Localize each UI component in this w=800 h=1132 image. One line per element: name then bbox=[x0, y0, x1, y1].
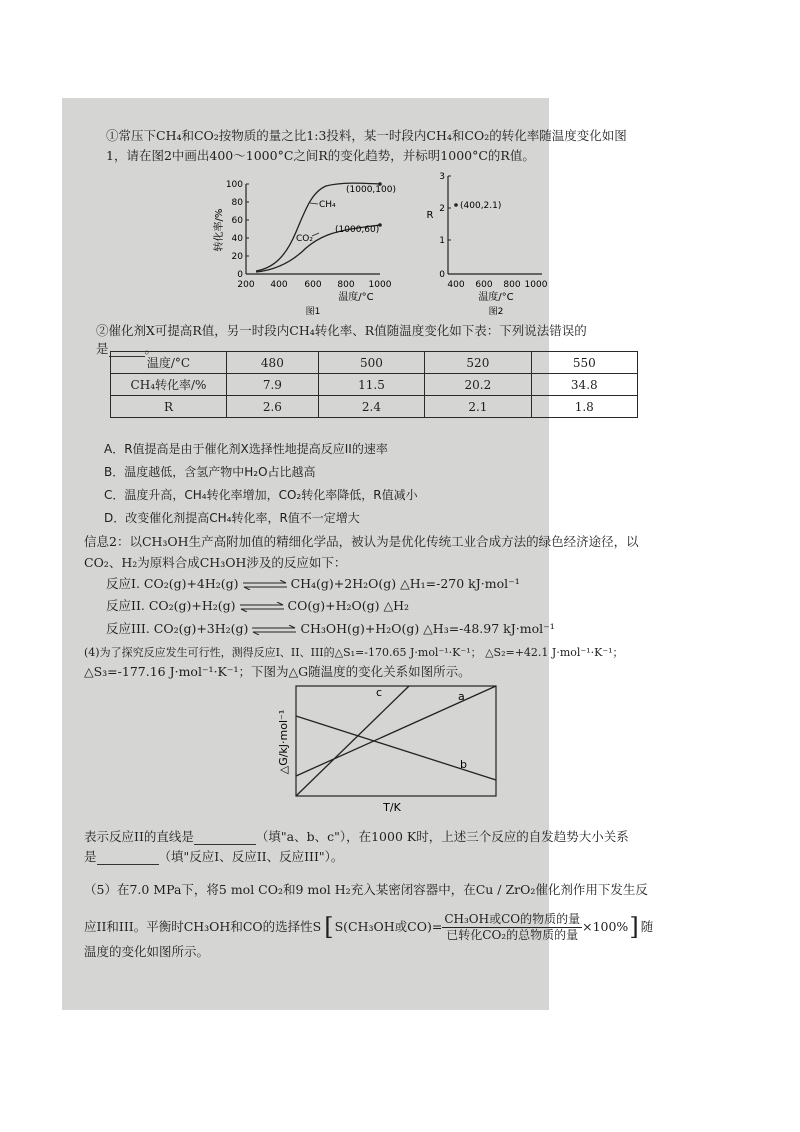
answer-blank-order[interactable] bbox=[97, 864, 159, 865]
option-c[interactable]: C．温度升高，CH₄转化率增加，CO₂转化率降低，R值减小 bbox=[104, 488, 418, 502]
fig1-caption: 图1 bbox=[305, 307, 321, 317]
info2-line1: 信息2：以CH₃OH生产高附加值的精细化学品，被认为是优化传统工业合成方法的绿色经济途径，以 bbox=[84, 534, 639, 549]
figure-3-delta-g-chart bbox=[274, 684, 508, 816]
fig1-y-label: 转化率/% bbox=[214, 208, 225, 252]
fig2-ytick-1: 1 bbox=[439, 236, 445, 246]
option-a[interactable]: A．R值提高是由于催化剂X选择性地提高反应II的速率 bbox=[104, 442, 388, 456]
fig1-xtick-600: 600 bbox=[304, 280, 322, 290]
equilibrium-arrow-icon bbox=[242, 580, 288, 590]
table-cell: 20.2 bbox=[425, 374, 531, 396]
q2-line1: ②催化剂X可提高R值，另一时段内CH₄转化率、R值随温度变化如下表：下列说法错误的 bbox=[96, 323, 587, 338]
data-table bbox=[110, 351, 638, 418]
fig3-line-c bbox=[296, 686, 409, 796]
fig1-ch4-point-label: (1000,100) bbox=[346, 185, 396, 195]
fig2-caption: 图2 bbox=[488, 307, 504, 317]
fig1-ch4-label: CH₄ bbox=[319, 200, 336, 210]
fig2-ytick-0: 0 bbox=[439, 270, 445, 280]
q2-line2: 是 。 bbox=[96, 341, 158, 356]
option-d[interactable]: D．改变催化剂提高CH₄转化率，R值不一定增大 bbox=[104, 511, 360, 525]
fig3-y-label: △G/kJ·mol⁻¹ bbox=[277, 709, 290, 775]
table-cell: 500 bbox=[318, 352, 424, 374]
fig1-ytick-100: 100 bbox=[225, 180, 243, 190]
q4-line2: △S₃=-177.16 J·mol⁻¹·K⁻¹；下图为△G随温度的变化关系如图所示。 bbox=[84, 664, 471, 679]
fig1-ytick-40: 40 bbox=[231, 234, 243, 244]
fig2-xtick-800: 800 bbox=[503, 280, 521, 290]
table-row bbox=[111, 374, 638, 396]
fig2-y-label: R bbox=[426, 210, 434, 221]
selectivity-formula-left: S(CH₃OH或CO)= bbox=[334, 919, 443, 934]
table-cell: 480 bbox=[227, 352, 319, 374]
fig2-ytick-3: 3 bbox=[439, 172, 445, 182]
fig3-x-label: T/K bbox=[383, 801, 401, 814]
fig1-ytick-60: 60 bbox=[231, 216, 243, 226]
figure-2-r-chart bbox=[420, 168, 550, 318]
equilibrium-arrow-icon bbox=[251, 625, 297, 635]
fig2-data-point bbox=[454, 203, 458, 207]
answer-blank-line[interactable] bbox=[194, 844, 256, 845]
fig1-xtick-400: 400 bbox=[270, 280, 288, 290]
fig1-xtick-1000: 1000 bbox=[368, 280, 392, 290]
fig2-x-label: 温度/°C bbox=[478, 292, 514, 303]
table-cell: 7.9 bbox=[227, 374, 319, 396]
q1-line2: 1，请在图2中画出400～1000°C之间R的变化趋势，并标明1000°C的R值。 bbox=[106, 148, 535, 163]
selectivity-formula-right: ×100% bbox=[582, 919, 629, 934]
fig2-xtick-400: 400 bbox=[447, 280, 465, 290]
fig2-xtick-1000: 1000 bbox=[524, 280, 548, 290]
fig3-label-c: c bbox=[376, 686, 383, 699]
table-header-cell: R bbox=[111, 396, 227, 418]
table-header-cell: CH₄转化率/% bbox=[111, 374, 227, 396]
table-row bbox=[111, 352, 638, 374]
q5-line3: 温度的变化如图所示。 bbox=[84, 944, 210, 959]
table-cell: 520 bbox=[425, 352, 531, 374]
fig3-label-b: b bbox=[460, 758, 467, 771]
q4-answer-line2: 是 （填"反应I、反应II、反应III"）。 bbox=[84, 849, 344, 864]
table-cell: 34.8 bbox=[531, 374, 637, 396]
table-cell: 11.5 bbox=[318, 374, 424, 396]
reaction-2: 反应II. CO₂(g)+H₂(g) CO(g)+H₂O(g) △H₂ bbox=[106, 598, 410, 613]
table-cell: 1.8 bbox=[531, 396, 637, 418]
table-header-cell: 温度/°C bbox=[111, 352, 227, 374]
table-cell: 2.6 bbox=[227, 396, 319, 418]
fig2-xtick-600: 600 bbox=[475, 280, 493, 290]
q5-line1: （5）在7.0 MPa下，将5 mol CO₂和9 mol H₂充入某密闭容器中，在Cu / ZrO₂催化剂作用下发生反 bbox=[84, 882, 648, 897]
fig1-xtick-800: 800 bbox=[337, 280, 355, 290]
fig1-co2-label: CO₂ bbox=[296, 234, 313, 244]
table-row bbox=[111, 396, 638, 418]
q4-answer-line1: 表示反应II的直线是 （填"a、b、c"），在1000 K时，上述三个反应的自发趋势大小关系 bbox=[84, 829, 629, 844]
option-b[interactable]: B．温度越低，含氢产物中H₂O占比越高 bbox=[104, 465, 316, 479]
fig2-ytick-2: 2 bbox=[439, 204, 445, 214]
fig1-x-label: 温度/°C bbox=[338, 292, 374, 303]
fig1-ytick-0: 0 bbox=[237, 270, 243, 280]
table-cell: 550 bbox=[531, 352, 637, 374]
fig1-ytick-80: 80 bbox=[231, 198, 243, 208]
info2-line2: CO₂、H₂为原料合成CH₃OH涉及的反应如下： bbox=[84, 555, 347, 570]
fraction-denominator: 已转化CO₂的总物质的量 bbox=[446, 927, 579, 942]
selectivity-fraction bbox=[442, 912, 582, 943]
equilibrium-arrow-icon bbox=[239, 602, 285, 612]
reaction-1: 反应I. CO₂(g)+4H₂(g) CH₄(g)+2H₂O(g) △H₁=-270 kJ·mol⁻¹ bbox=[106, 576, 520, 591]
fig1-co2-point-label: (1000,60) bbox=[335, 225, 380, 235]
table-cell: 2.1 bbox=[425, 396, 531, 418]
reaction-3: 反应III. CO₂(g)+3H₂(g) CH₃OH(g)+H₂O(g) △H₃=-48.97 kJ·mol⁻¹ bbox=[106, 621, 555, 636]
fraction-numerator: CH₃OH或CO的物质的量 bbox=[444, 911, 581, 926]
table-cell: 2.4 bbox=[318, 396, 424, 418]
q4-line1: (4)为了探究反应发生可行性，测得反应I、II、III的△S₁=-170.65 J·mol⁻¹·K⁻¹； △S₂=+42.1 J·mol⁻¹·K⁻¹； bbox=[84, 646, 624, 659]
fig1-xtick-200: 200 bbox=[237, 280, 255, 290]
figure-1-conversion-chart bbox=[206, 170, 406, 318]
q1-line1: ①常压下CH₄和CO₂按物质的量之比1:3投料，某一时段内CH₄和CO₂的转化率随温度变化如图 bbox=[106, 128, 627, 143]
q5-line2: 应II和III。平衡时CH₃OH和CO的选择性S [ S(CH₃OH或CO)= $\frac{\text{CH₃OH或CO的物质的量}}{\text{已转化CO₂的总物质的量}}$ ×100% ] 随 bbox=[84, 911, 654, 942]
fig3-label-a: a bbox=[458, 690, 465, 703]
fig2-point-label: (400,2.1) bbox=[460, 201, 502, 211]
fig1-ytick-20: 20 bbox=[231, 252, 243, 262]
